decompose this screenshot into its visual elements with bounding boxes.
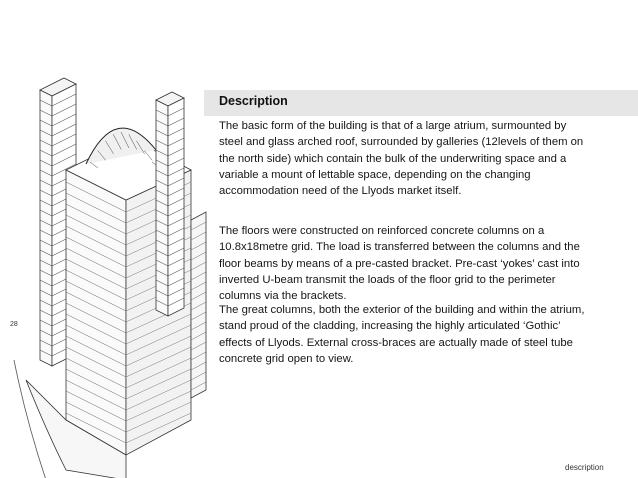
footer-label: description bbox=[565, 463, 604, 472]
figure-number: 28 bbox=[10, 321, 18, 328]
building-drawing bbox=[14, 78, 206, 478]
description-heading: Description bbox=[219, 94, 288, 108]
building-illustration bbox=[6, 60, 220, 478]
paragraph-columns: The great columns, both the exterior of the building and within the atrium, stand proud of the cladding, increasing the highly articulated ‘Gothic’ effects of Llyods. External cross-braces are actually made of steel tube concrete grid open to view. bbox=[219, 304, 585, 365]
paragraph-floors: The floors were constructed on reinforced concrete columns on a 10.8x18metre grid. The load is transferred between the columns and the floor beams by means of a pre-casted bracket. Pre-cast ‘yokes’ cast into inverted U-beam transmit the loads of the floor grid to the perimeter columns via the brackets. bbox=[219, 225, 580, 303]
paragraph-atrium: The basic form of the building is that of a large atrium, surmounted by steel and glass arched roof, surrounded by galleries (12levels of them on the north side) which contain the bulk of the underwriting space and a variable a mount of lettable space, depending on the changing accommodation need of the Llyods market itself. bbox=[219, 120, 584, 198]
